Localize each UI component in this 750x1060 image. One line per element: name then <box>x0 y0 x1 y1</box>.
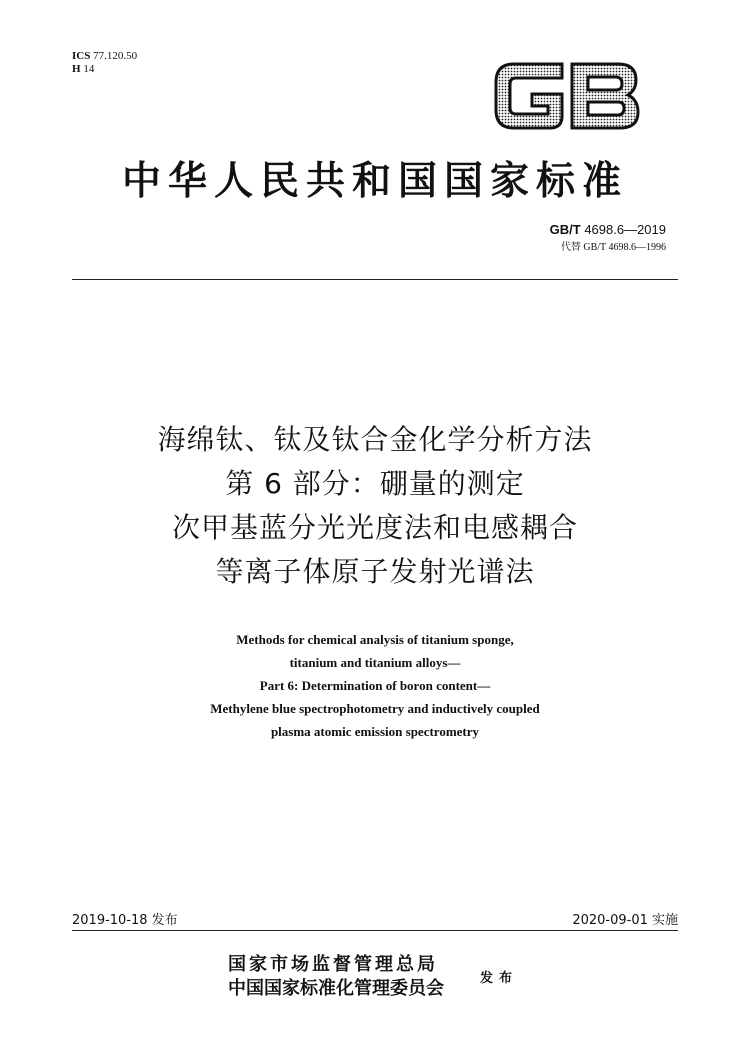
issuer-samr: 国家市场监督管理总局 <box>228 954 438 975</box>
standard-code-block <box>550 222 666 253</box>
english-title-line: Methylene blue spectrophotometry and inductively coupled <box>210 701 540 716</box>
chinese-title-line: 海绵钛、钛及钛合金化学分析方法 <box>157 423 593 456</box>
ccs-line: H 14 <box>72 63 95 75</box>
issuing-authorities <box>228 953 444 1001</box>
bottom-divider <box>72 930 678 931</box>
gb-logo-icon <box>492 58 642 134</box>
ics-line: ICS 77.120.50 <box>72 50 138 62</box>
chinese-title-line: 次甲基蓝分光光度法和电感耦合 <box>171 511 578 544</box>
implementation-date: 2020-09-01 实施 <box>572 913 678 928</box>
chinese-title <box>0 418 750 594</box>
english-title-line: Part 6: Determination of boron content— <box>259 678 491 693</box>
chinese-title-line: 第 6 部分：硼量的测定 <box>225 467 525 500</box>
chinese-title-line: 等离子体原子发射光谱法 <box>215 555 535 588</box>
english-title-line: titanium and titanium alloys— <box>289 655 461 670</box>
top-divider <box>72 279 678 280</box>
issue-date: 2019-10-18 发布 <box>72 913 178 928</box>
publish-label: 发布 <box>480 971 519 986</box>
issuer-sac: 中国国家标准化管理委员会 <box>228 978 444 999</box>
english-title-line: Methods for chemical analysis of titanium sponge, <box>236 632 514 647</box>
english-title-line: plasma atomic emission spectrometry <box>270 724 480 739</box>
standard-type-title: 中华人民共和国国家标准 <box>121 158 628 204</box>
classification-block <box>72 50 137 76</box>
replaces-note: 代替 GB/T 4698.6—1996 <box>560 242 666 253</box>
standard-code: GB/T 4698.6—2019 <box>549 222 666 237</box>
english-title <box>0 628 750 743</box>
